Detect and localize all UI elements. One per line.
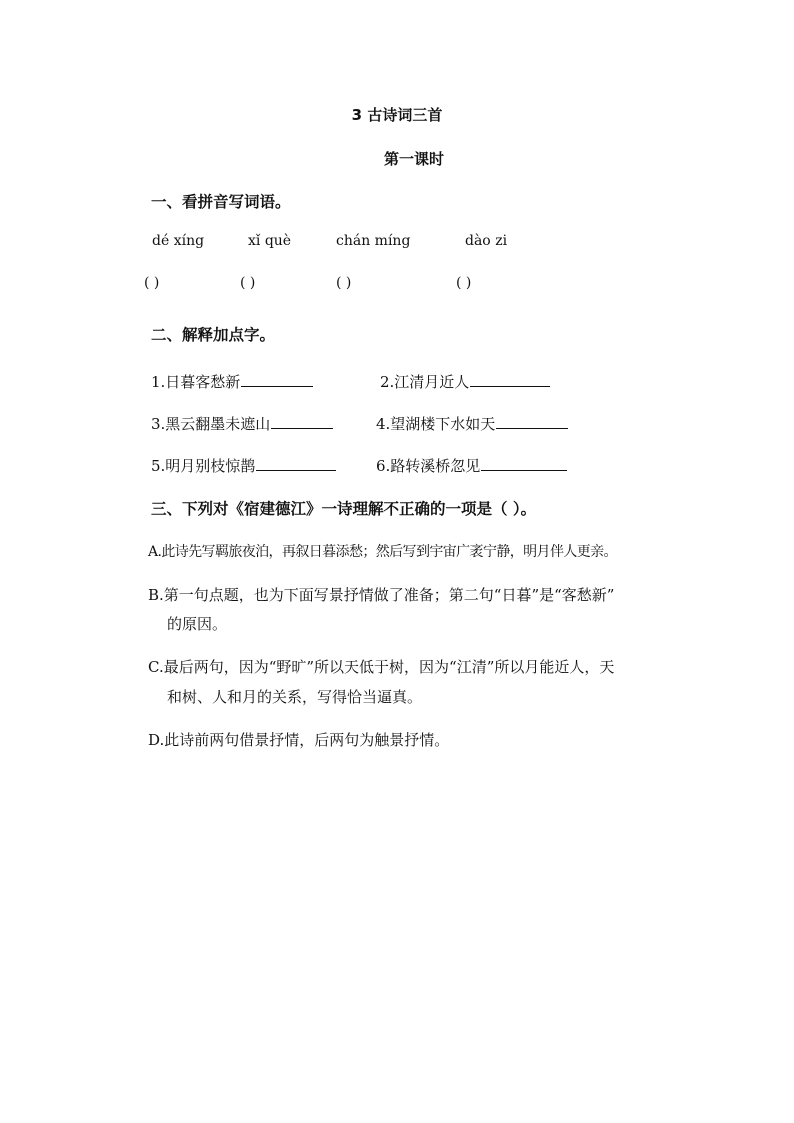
explain-item-text: 4.望湖楼下水如天 xyxy=(376,415,496,433)
answer-blank xyxy=(496,414,568,429)
explain-item-text: 5.明月别枝惊鹊 xyxy=(151,457,256,475)
explain-item-4 xyxy=(376,413,568,434)
answer-bracket-1: ( ) xyxy=(144,275,160,291)
answer-blank xyxy=(470,372,550,387)
option-a: A.此诗先写羁旅夜泊，再叙日暮添愁；然后写到宇宙广袤宁静，明月伴人更亲。 xyxy=(148,544,617,560)
section3-heading: 三、下列对《宿建德江》一诗理解不正确的一项是（ ）。 xyxy=(151,500,537,518)
pinyin-3: chán míng xyxy=(336,233,411,249)
pinyin-2: xǐ què xyxy=(248,233,292,249)
explain-item-5 xyxy=(151,455,336,476)
option-c-line1: C.最后两句，因为“野旷”所以天低于树，因为“江清”所以月能近人，天 xyxy=(148,658,615,676)
answer-bracket-3: ( ) xyxy=(336,275,352,291)
option-c-line2: 和树、人和月的关系，写得恰当逼真。 xyxy=(167,688,423,706)
explain-item-text: 1.日暮客愁新 xyxy=(151,373,241,391)
pinyin-1: dé xíng xyxy=(152,233,205,249)
section2-heading: 二、解释加点字。 xyxy=(151,326,276,344)
option-b-line1: B.第一句点题，也为下面写景抒情做了准备；第二句“日暮”是“客愁新” xyxy=(148,586,615,604)
explain-item-1 xyxy=(151,371,313,392)
pinyin-4: dào zi xyxy=(465,233,508,249)
option-b-line2: 的原因。 xyxy=(167,615,228,633)
option-d: D.此诗前两句借景抒情，后两句为触景抒情。 xyxy=(148,731,450,749)
explain-item-6 xyxy=(376,455,567,476)
answer-bracket-4: ( ) xyxy=(456,275,472,291)
answer-bracket-2: ( ) xyxy=(240,275,256,291)
answer-blank xyxy=(241,372,313,387)
answer-blank xyxy=(256,456,336,471)
explain-item-text: 2.江清月近人 xyxy=(380,373,470,391)
explain-item-text: 3.黑云翻墨未遮山 xyxy=(151,415,271,433)
lesson-subtitle: 第一课时 xyxy=(383,150,444,168)
answer-blank xyxy=(481,456,567,471)
explain-item-2 xyxy=(380,371,550,392)
answer-blank xyxy=(271,414,333,429)
explain-item-3 xyxy=(151,413,333,434)
page-title: 3 古诗词三首 xyxy=(351,106,443,124)
section1-heading: 一、看拼音写词语。 xyxy=(151,193,291,211)
explain-item-text: 6.路转溪桥忽见 xyxy=(376,457,481,475)
